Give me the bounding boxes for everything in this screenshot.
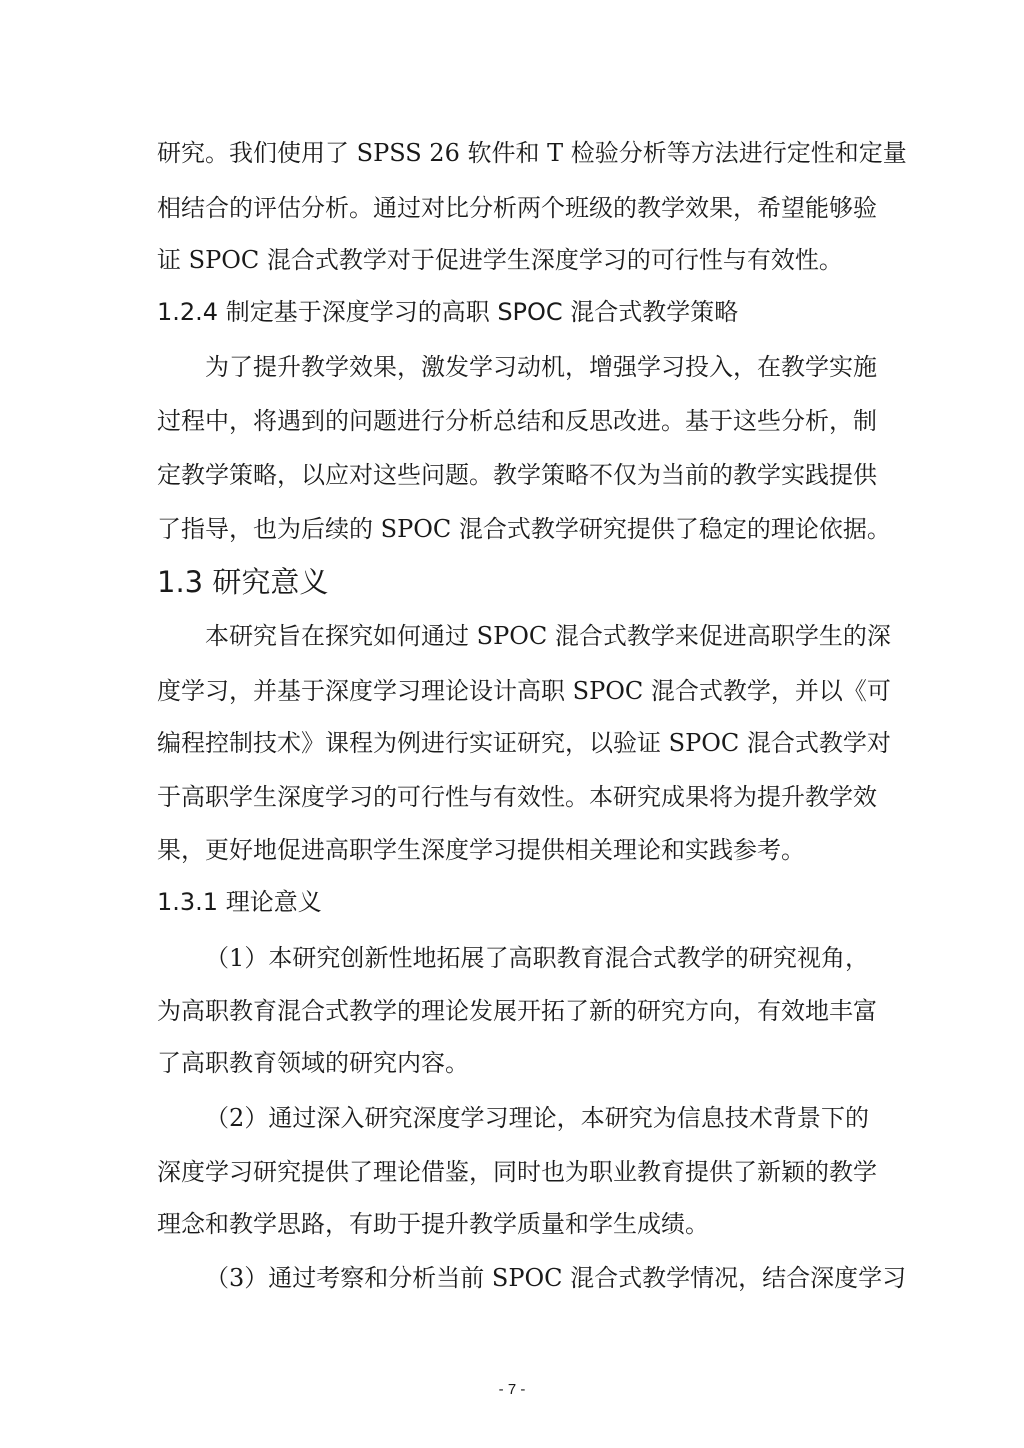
body-text-line: 于高职学生深度学习的可行性与有效性。本研究成果将为提升教学效 [157, 783, 877, 811]
list-item-1-line: 了高职教育领域的研究内容。 [157, 1049, 469, 1077]
body-text-line: 过程中，将遇到的问题进行分析总结和反思改进。基于这些分析，制 [157, 407, 877, 435]
page-number: - 7 - [498, 1381, 526, 1398]
body-text-line: 果，更好地促进高职学生深度学习提供相关理论和实践参考。 [157, 836, 805, 864]
body-text-line: 证 SPOC 混合式教学对于促进学生深度学习的可行性与有效性。 [157, 246, 843, 274]
body-text-line: 本研究旨在探究如何通过 SPOC 混合式教学来促进高职学生的深 [205, 622, 891, 650]
body-text-line: 定教学策略，以应对这些问题。教学策略不仅为当前的教学实践提供 [157, 461, 877, 489]
list-item-3-line: （3）通过考察和分析当前 SPOC 混合式教学情况，结合深度学习 [205, 1264, 907, 1292]
list-item-2-line: 理念和教学思路，有助于提升教学质量和学生成绩。 [157, 1210, 709, 1238]
body-text-line: 了指导，也为后续的 SPOC 混合式教学研究提供了稳定的理论依据。 [157, 515, 891, 543]
section-heading-1-2-4: 1.2.4 制定基于深度学习的高职 SPOC 混合式教学策略 [157, 298, 739, 326]
list-item-2-line: （2）通过深入研究深度学习理论，本研究为信息技术背景下的 [205, 1104, 869, 1132]
section-heading-1-3: 1.3 研究意义 [157, 565, 329, 599]
body-text-line: 为了提升教学效果，激发学习动机，增强学习投入，在教学实施 [205, 353, 877, 381]
list-item-1-line: （1）本研究创新性地拓展了高职教育混合式教学的研究视角， [205, 944, 869, 972]
section-heading-1-3-1: 1.3.1 理论意义 [157, 888, 322, 916]
body-text-line: 编程控制技术》课程为例进行实证研究，以验证 SPOC 混合式教学对 [157, 729, 891, 757]
list-item-2-line: 深度学习研究提供了理论借鉴，同时也为职业教育提供了新颖的教学 [157, 1158, 877, 1186]
body-text-line: 度学习，并基于深度学习理论设计高职 SPOC 混合式教学，并以《可 [157, 677, 891, 705]
list-item-1-line: 为高职教育混合式教学的理论发展开拓了新的研究方向，有效地丰富 [157, 997, 877, 1025]
body-text-line: 相结合的评估分析。通过对比分析两个班级的教学效果，希望能够验 [157, 194, 877, 222]
body-text-line: 研究。我们使用了 SPSS 26 软件和 T 检验分析等方法进行定性和定量 [157, 139, 907, 167]
